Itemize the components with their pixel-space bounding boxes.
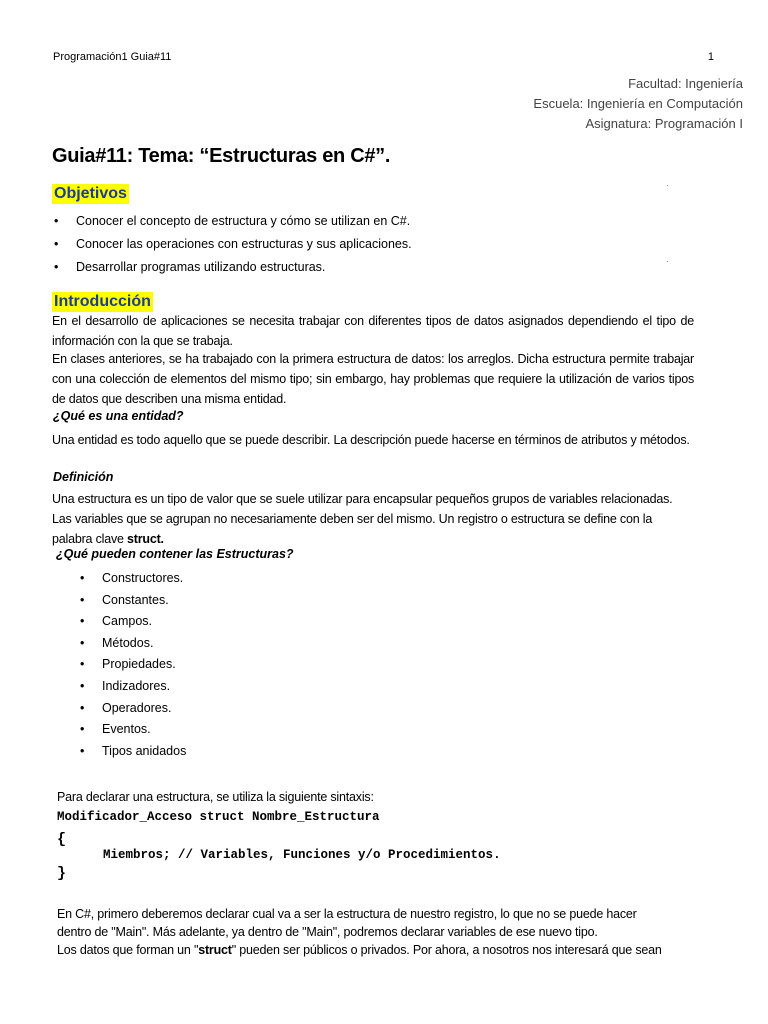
- code-line-2: {: [57, 831, 67, 848]
- stray-mark: ·: [666, 256, 669, 266]
- header-page-number: 1: [707, 51, 714, 63]
- institution-subject: Asignatura: Programación I: [585, 116, 743, 131]
- intro-paragraph-3: Una entidad es todo aquello que se puede describir. La descripción puede hacerse en términos de atributos y métodos.: [52, 433, 690, 447]
- list-item: • Operadores.: [78, 698, 186, 720]
- introduccion-heading: Introducción: [54, 293, 151, 310]
- list-item: • Conocer las operaciones con estructuras y sus aplicaciones.: [52, 233, 412, 256]
- list-item: • Desarrollar programas utilizando estructuras.: [52, 256, 412, 279]
- struct-keyword: struct: [198, 943, 232, 957]
- intro-paragraph-1: En el desarrollo de aplicaciones se necesita trabajar con diferentes tipos de datos asignados dependiendo el tipo de información con la que se trabaja.: [52, 314, 694, 348]
- institution-school: Escuela: Ingeniería en Computación: [533, 96, 743, 111]
- definicion-label: Definición: [53, 470, 114, 484]
- list-item: • Constantes.: [78, 590, 186, 612]
- stray-mark: ·: [666, 180, 669, 190]
- list-item: • Constructores.: [78, 568, 186, 590]
- paragraph-text: Los datos que forman un ": [57, 943, 199, 957]
- list-item: • Tipos anidados: [78, 741, 186, 763]
- paragraph-text: Una estructura es un tipo de valor que se suele utilizar para encapsular pequeños grupos de variables relacionadas. Las variables que se agrupan no necesariamente deben ser del mismo. Un registro o estructura se define con la palabra clave: [52, 492, 673, 546]
- list-item: • Indizadores.: [78, 676, 186, 698]
- paragraph-text: " pueden ser públicos o privados. Por ahora, a nosotros nos interesará que sean: [231, 943, 662, 957]
- intro-paragraph-2: En clases anteriores, se ha trabajado con la primera estructura de datos: los arreglos. Dicha estructura permite trabajar con una colección de elementos del mismo tipo; sin embargo, hay problemas que requiere la utilización de varios tipos de datos que describen una misma entidad.: [52, 352, 694, 406]
- objetivos-heading: Objetivos: [54, 185, 127, 202]
- contents-list: [78, 568, 186, 762]
- code-line-3: Miembros; // Variables, Funciones y/o Procedimientos.: [103, 848, 501, 862]
- intro-paragraph-6-line-2: dentro de "Main". Más adelante, ya dentro de "Main", podremos declarar variables de ese nuevo tipo.: [57, 925, 598, 939]
- syntax-intro: Para declarar una estructura, se utiliza la siguiente sintaxis:: [57, 790, 374, 804]
- list-item: • Campos.: [78, 611, 186, 633]
- intro-paragraph-7: [57, 940, 717, 960]
- institution-faculty: Facultad: Ingeniería: [628, 76, 743, 91]
- struct-keyword: struct.: [127, 532, 164, 546]
- objetivos-list: [52, 210, 412, 279]
- intro-paragraph-4: [52, 489, 694, 549]
- page-title: Guia#11: Tema: “Estructuras en C#”.: [52, 145, 391, 167]
- code-line-1: Modificador_Acceso struct Nombre_Estructura: [57, 810, 380, 824]
- code-line-4: }: [57, 865, 67, 882]
- question-contener: ¿Qué pueden contener las Estructuras?: [56, 547, 294, 561]
- list-item: • Conocer el concepto de estructura y cómo se utilizan en C#.: [52, 210, 412, 233]
- list-item: • Propiedades.: [78, 654, 186, 676]
- list-item: • Eventos.: [78, 719, 186, 741]
- header-course-label: Programación1 Guia#11: [53, 51, 172, 63]
- intro-paragraph-6-line-1: En C#, primero deberemos declarar cual va a ser la estructura de nuestro registro, lo que no se puede hacer: [57, 907, 637, 921]
- question-entidad: ¿Qué es una entidad?: [53, 409, 184, 423]
- institution-block: [533, 74, 743, 134]
- list-item: • Métodos.: [78, 633, 186, 655]
